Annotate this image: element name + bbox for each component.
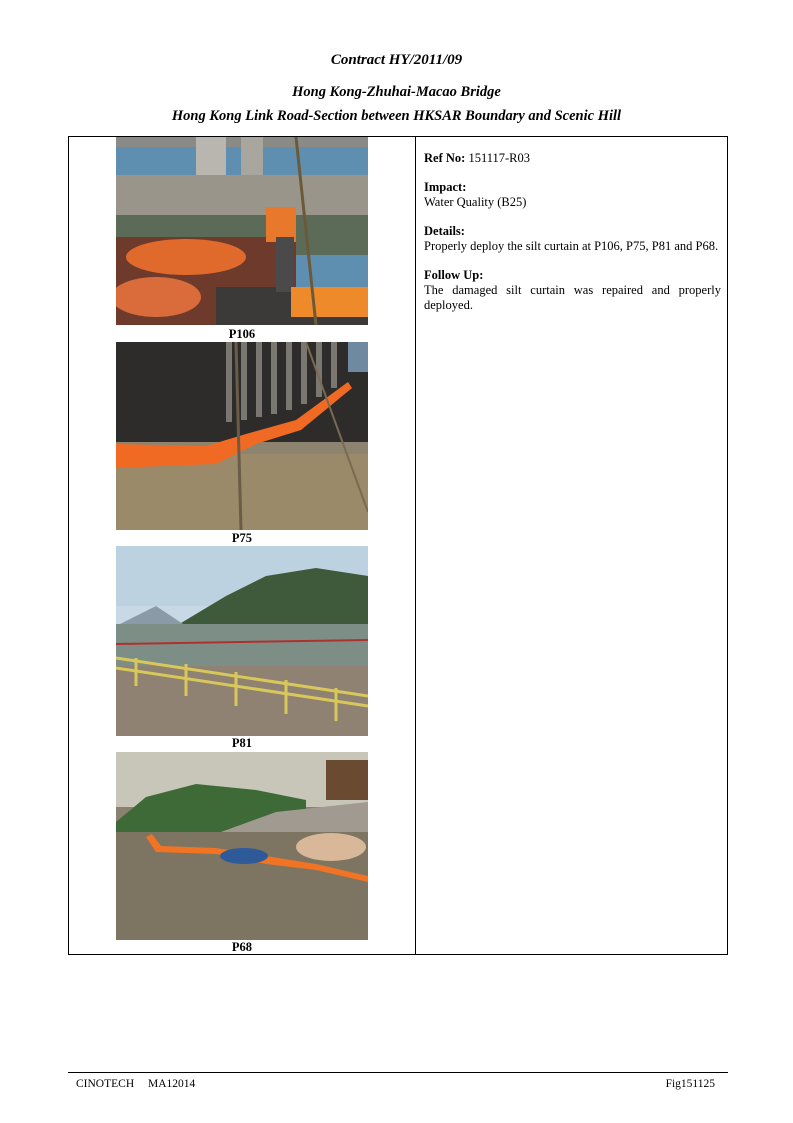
impact-block: [424, 180, 721, 210]
report-table: [68, 136, 728, 955]
ref-value: 151117-R03: [468, 151, 531, 165]
section-title: Hong Kong Link Road-Section between HKSAR Boundary and Scenic Hill: [171, 108, 622, 124]
followup-value: The damaged silt curtain was repaired and properly deployed.: [424, 283, 721, 312]
contract-title: Contract HY/2011/09: [330, 52, 463, 68]
ref-label: Ref No:: [424, 151, 466, 165]
photo-p75: [116, 342, 368, 530]
footer-rule: [68, 1072, 728, 1073]
ref-row: [424, 151, 721, 166]
photo-p81: [116, 546, 368, 736]
footer-company: CINOTECH: [76, 1078, 135, 1090]
photo-p68: [116, 752, 368, 940]
photo-p106: [116, 137, 368, 325]
photo-caption: P81: [231, 736, 253, 750]
impact-value: Water Quality (B25): [424, 195, 527, 209]
photo-caption: P106: [228, 327, 256, 341]
footer-figure-number: Fig151125: [665, 1078, 715, 1090]
details-label: Details:: [424, 224, 465, 238]
column-divider: [415, 137, 416, 954]
details-value: Properly deploy the silt curtain at P106, P75, P81 and P68.: [424, 239, 719, 253]
project-title: Hong Kong-Zhuhai-Macao Bridge: [292, 84, 501, 100]
impact-label: Impact:: [424, 180, 467, 194]
details-block: [424, 224, 721, 254]
followup-label: Follow Up:: [424, 268, 484, 282]
footer-ma-number: MA12014: [148, 1078, 196, 1090]
photo-caption: P75: [231, 531, 253, 545]
followup-block: [424, 268, 721, 313]
record-details: [424, 151, 721, 327]
photo-caption: P68: [231, 940, 253, 954]
